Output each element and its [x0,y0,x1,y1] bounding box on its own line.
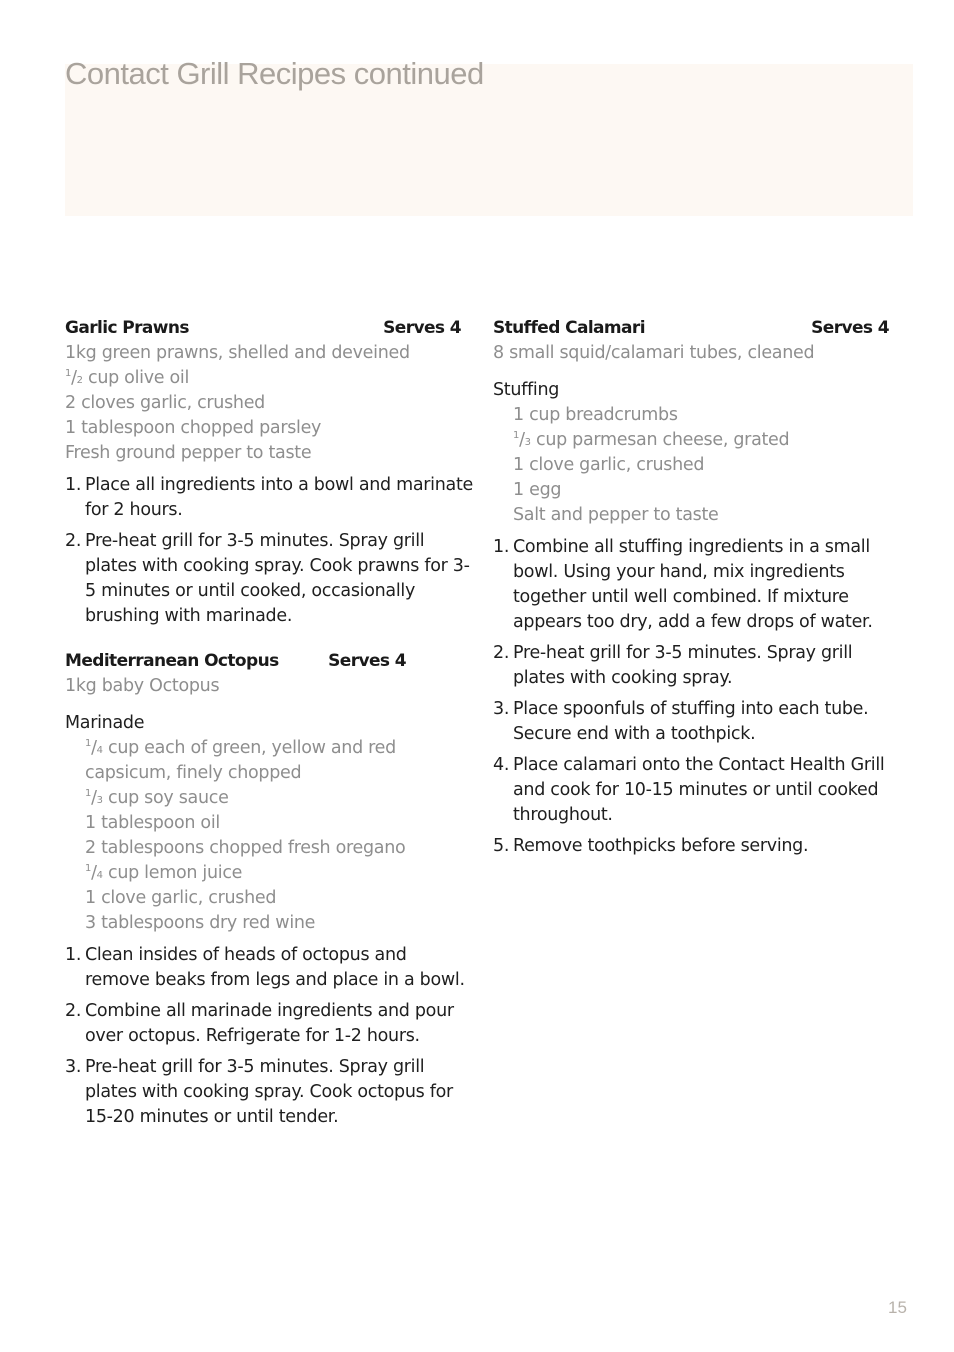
ingredient-item: 1 clove garlic, crushed [513,455,705,475]
ingredient-item: Salt and pepper to taste [513,505,719,525]
serves-label: Serves 4 [811,318,889,338]
ingredient-item: $^1$/3 cup soy sauce [85,788,229,808]
stuffing-subhead: Stuffing [493,380,560,400]
left-column [65,316,475,1136]
ingredient-item: 1 egg [513,480,562,500]
recipe-title: Stuffed Calamari [493,318,645,338]
recipe-garlic-prawns [65,316,475,629]
recipe-stuffed-calamari [493,316,903,859]
method-step: 2. Pre-heat grill for 3-5 minutes. Spray grill plates with cooking spray. Cook prawns for 3-5 minutes or until cooked, occasionally brushing with marinade. [65,531,470,626]
right-column [493,316,903,865]
ingredient-item: 1 clove garlic, crushed [85,888,277,908]
method-step: 3. Pre-heat grill for 3-5 minutes. Spray grill plates with cooking spray. Cook octopus for 15-20 minutes or until tender. [65,1057,453,1127]
recipe-title: Garlic Prawns [65,318,189,338]
ingredient-item: 1 tablespoon oil [85,813,220,833]
method-step: 1. Combine all stuffing ingredients in a small bowl. Using your hand, mix ingredients together until well combined. If mixture appears too dry, add a few drops of water. [493,537,873,632]
ingredient-item: $^1$/4 cup each of green, yellow and red capsicum, finely chopped [85,738,396,783]
main-ingredient: 8 small squid/calamari tubes, cleaned [493,343,815,363]
recipe-header [65,316,475,341]
ingredient-item: 1 tablespoon chopped parsley [65,418,322,438]
ingredient-item: 2 tablespoons chopped fresh oregano [85,838,406,858]
serves-label: Serves 4 [383,318,461,338]
ingredient-item: 3 tablespoons dry red wine [85,913,316,933]
stuffing-list [493,403,903,528]
method-step: 1. Place all ingredients into a bowl and marinate for 2 hours. [65,475,473,520]
method-steps [65,943,475,1130]
method-steps [493,535,903,859]
recipe-title: Mediterranean Octopus [65,651,279,671]
ingredient-item: Fresh ground pepper to taste [65,443,312,463]
page-number: 15 [888,1298,907,1317]
marinade-list [65,736,475,936]
ingredient-item: $^1$/2 cup olive oil [65,368,190,388]
method-step: 1. Clean insides of heads of octopus and remove beaks from legs and place in a bowl. [65,945,465,990]
method-step: 2. Combine all marinade ingredients and pour over octopus. Refrigerate for 1-2 hours. [65,1001,454,1046]
page-title: Contact Grill Recipes continued [65,56,484,91]
method-step: 5. Remove toothpicks before serving. [493,836,809,856]
recipe-mediterranean-octopus [65,649,475,1130]
marinade-subhead: Marinade [65,713,145,733]
recipe-header [65,649,475,674]
method-step: 2. Pre-heat grill for 3-5 minutes. Spray grill plates with cooking spray. [493,643,853,688]
method-step: 3. Place spoonfuls of stuffing into each tube. Secure end with a toothpick. [493,699,869,744]
ingredient-item: 1kg green prawns, shelled and deveined [65,343,410,363]
ingredient-item: $^1$/3 cup parmesan cheese, grated [513,430,790,450]
ingredient-item: 2 cloves garlic, crushed [65,393,265,413]
serves-label: Serves 4 [328,651,406,671]
main-ingredient: 1kg baby Octopus [65,676,220,696]
ingredient-list [65,341,475,466]
ingredient-item: $^1$/4 cup lemon juice [85,863,243,883]
method-steps [65,473,475,629]
ingredient-item: 1 cup breadcrumbs [513,405,678,425]
method-step: 4. Place calamari onto the Contact Health Grill and cook for 10-15 minutes or until cooked throughout. [493,755,885,825]
recipe-header [493,316,903,341]
